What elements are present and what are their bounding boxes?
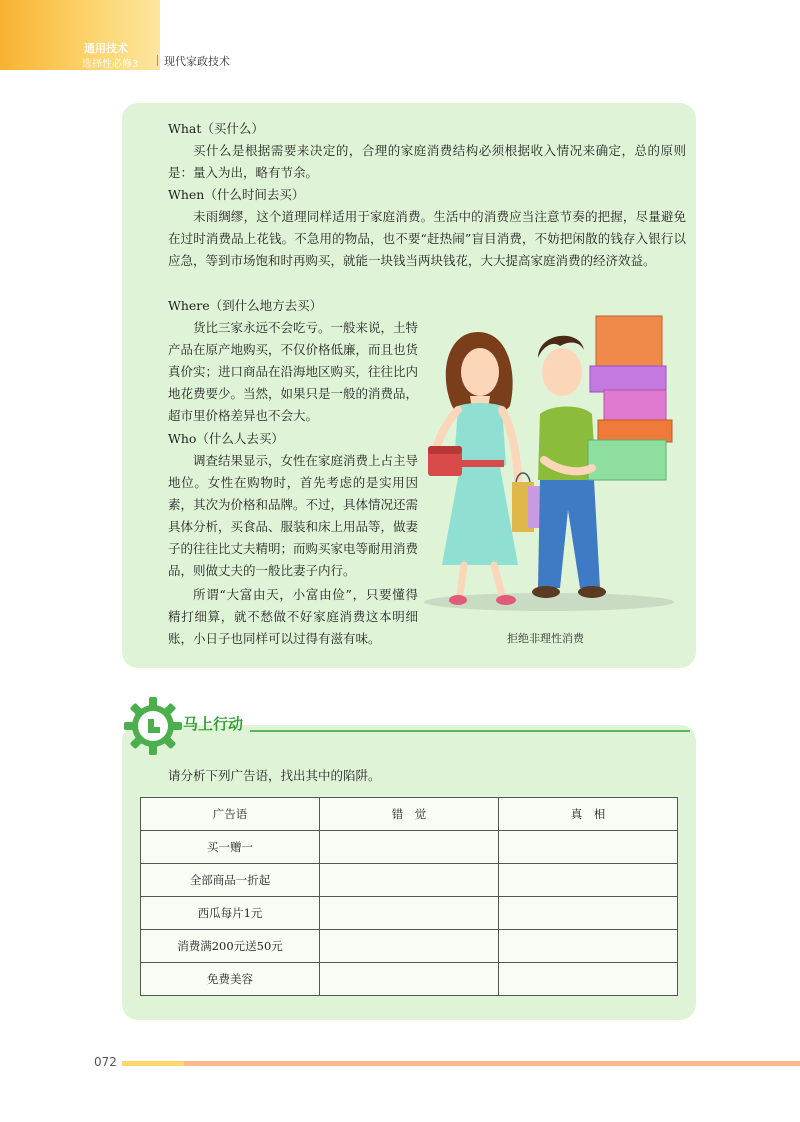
truth-answer-cell[interactable]	[499, 831, 678, 864]
illusion-answer-cell[interactable]	[320, 831, 499, 864]
closing-paragraph: 所谓“大富由天，小富由俭”，只要懂得精打细算，就不愁做不好家庭消费这本明细账，小日子也同样可以过得有滋有味。	[168, 587, 418, 646]
gear-icon	[122, 695, 184, 757]
footer-bar-orange	[184, 1061, 800, 1066]
table-row	[141, 930, 678, 963]
who-heading: Who（什么人去买）	[168, 431, 284, 446]
illusion-answer-cell[interactable]	[320, 963, 499, 996]
book-subtitle: 选择性必修3	[82, 59, 139, 70]
table-row	[141, 831, 678, 864]
footer-bar-yellow	[122, 1061, 184, 1066]
slogan-cell: 免费美容	[141, 963, 320, 996]
book-title: 通用技术	[84, 42, 128, 55]
action-title: 马上行动	[183, 715, 244, 733]
column-header-slogan: 广告语	[141, 798, 320, 831]
what-heading: What（买什么）	[168, 121, 264, 136]
table-row	[141, 864, 678, 897]
illusion-answer-cell[interactable]	[320, 930, 499, 963]
column-header-illusion: 错 觉	[320, 798, 499, 831]
column-header-truth: 真 相	[499, 798, 678, 831]
action-title-underline	[250, 730, 690, 732]
who-paragraph: 调查结果显示，女性在家庭消费上占主导地位。女性在购物时，首先考虑的是实用因素，其次为价格和品牌。不过，具体情况还需具体分析，买食品、服装和床上用品等，做妻子的往往比丈夫精明；而购买家电等耐用消费品，则做丈夫的一般比妻子内行。	[168, 453, 419, 578]
chapter-title: 现代家政技术	[164, 55, 230, 68]
illusion-answer-cell[interactable]	[320, 864, 499, 897]
what-paragraph: 买什么是根据需要来决定的，合理的家庭消费结构必须根据收入情况来确定，总的原则是：量入为出，略有节余。	[168, 143, 686, 180]
truth-answer-cell[interactable]	[499, 864, 678, 897]
page-number: 072	[94, 1055, 117, 1069]
illusion-answer-cell[interactable]	[320, 897, 499, 930]
illustration-caption: 拒绝非理性消费	[507, 632, 584, 645]
where-heading: Where（到什么地方去买）	[168, 298, 323, 313]
slogan-cell: 全部商品一折起	[141, 864, 320, 897]
header-separator	[157, 55, 158, 66]
truth-answer-cell[interactable]	[499, 930, 678, 963]
action-instruction: 请分析下列广告语，找出其中的陷阱。	[168, 768, 381, 783]
truth-answer-cell[interactable]	[499, 963, 678, 996]
where-paragraph: 货比三家永远不会吃亏。一般来说，土特产品在原产地购买，不仅价格低廉，而且也货真价实；进口商品在沿海地区购买，往往比内地花费要少。当然，如果只是一般的消费品，超市里价格差异也不会大。	[168, 320, 419, 423]
table-header-row	[141, 798, 678, 831]
shopping-couple-illustration	[420, 310, 678, 615]
table-row	[141, 963, 678, 996]
truth-answer-cell[interactable]	[499, 897, 678, 930]
slogan-cell: 西瓜每片1元	[141, 897, 320, 930]
when-paragraph: 未雨绸缪，这个道理同样适用于家庭消费。生活中的消费应当注意节奏的把握，尽量避免在过时消费品上花钱。不急用的物品，也不要“赶热闹”盲目消费，不妨把闲散的钱存入银行以应急，等到市场饱和时再购买，就能一块钱当两块钱花，大大提高家庭消费的经济效益。	[168, 209, 686, 268]
slogan-cell: 消费满200元送50元	[141, 930, 320, 963]
slogan-cell: 买一赠一	[141, 831, 320, 864]
ad-analysis-table	[140, 797, 678, 996]
table-row	[141, 897, 678, 930]
when-heading: When（什么时间去买）	[168, 187, 305, 202]
